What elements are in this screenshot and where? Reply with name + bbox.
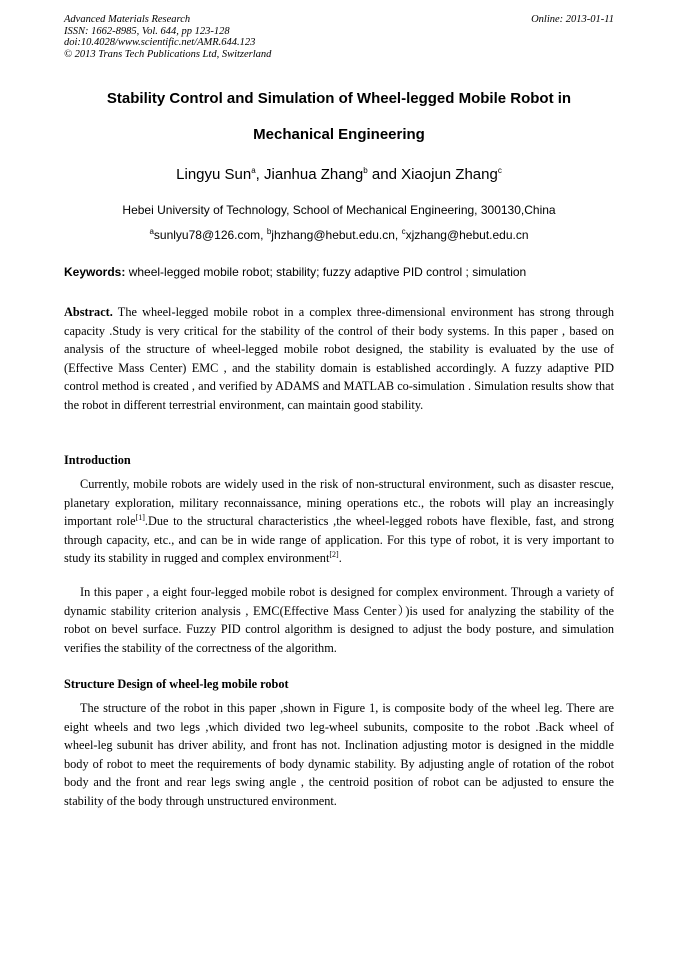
journal-name: Advanced Materials Research	[64, 14, 191, 25]
doi-line: doi:10.4028/www.scientific.net/AMR.644.123	[64, 37, 256, 48]
author-1-mark: a	[251, 166, 256, 175]
author-3: Xiaojun Zhang	[401, 166, 498, 183]
intro-p1-text-a: Currently, mobile robots are widely used in the risk of non-structural environment, such as disaster rescue, planetary exploration, military reconnaissance, mining operations etc., the robots will play an increasingly important role	[64, 477, 614, 529]
journal-header	[64, 14, 271, 60]
keywords	[64, 265, 624, 279]
keywords-text: wheel-legged mobile robot; stability; fuzzy adaptive PID control ; simulation	[125, 265, 527, 279]
intro-p1-text-b: .Due to the structural characteristics ,the wheel-legged robots have flexible, fast, and strong through capacity, etc., and can be in wide range of application. For this type of robot, it is very important to study its stability in rugged and complex environment	[64, 514, 614, 566]
abstract-label: Abstract.	[64, 305, 113, 319]
author-sep-1: ,	[255, 166, 265, 183]
paper-title-line-2: Mechanical Engineering	[253, 126, 425, 143]
structure-heading: Structure Design of wheel-leg mobile robot	[64, 677, 289, 691]
email-2: jhzhang@hebut.edu.cn,	[271, 228, 402, 242]
intro-p1-text-c: .	[338, 551, 342, 566]
introduction-paragraph-2: In this paper , a eight four-legged mobile robot is designed for complex environment. Through a variety of dynamic stability criterion analysis , EMC(Effective Mass Center）)is used for analyzing the stability of the robot on bevel surface. Fuzzy PID control algorithm is designed to adjust the body posture, and simulation verifies the stability of the correctness of the algorithm.	[64, 585, 614, 655]
email-1-mark: a	[149, 227, 154, 236]
author-1: Lingyu Sun	[176, 166, 252, 183]
email-3-mark: c	[401, 227, 406, 236]
affiliation: Hebei University of Technology, School of Mechanical Engineering, 300130,China	[122, 203, 556, 217]
structure-paragraph-1: The structure of the robot in this paper ,shown in Figure 1, is composite body of the wheel leg. There are eight wheels and two legs ,which divided two leg-wheel subunits, composite to the robot .Back wheel of wheel-leg subunit has driver ability, and front has not. Inclination adjusting motor is designed in the middle body of robot to meet the requirements of body dynamic stability. By adjusting angle of rotation of the robot body and the front and rear legs swing angle , the centroid position of robot can be adjusted to ensure the stability of the body through unstructured environment.	[64, 701, 614, 808]
author-2-mark: b	[363, 166, 368, 175]
introduction-paragraph-1	[64, 475, 614, 568]
author-3-mark: c	[497, 166, 502, 175]
author-emails	[40, 228, 638, 242]
online-date: Online: 2013-01-11	[531, 14, 614, 25]
keywords-label: Keywords:	[64, 265, 126, 279]
issn-line: ISSN: 1662-8985, Vol. 644, pp 123-128	[64, 25, 230, 37]
paper-title-line-1: Stability Control and Simulation of Wheel-legged Mobile Robot in	[106, 90, 572, 107]
citation-2: [2]	[329, 550, 339, 560]
email-3: xjzhang@hebut.edu.cn	[405, 228, 529, 242]
email-2-mark: b	[266, 227, 272, 236]
author-sep-2: and	[367, 166, 402, 183]
authors	[40, 166, 638, 183]
author-2: Jianhua Zhang	[264, 166, 364, 183]
citation-1: [1]	[135, 513, 145, 523]
introduction-heading: Introduction	[64, 453, 131, 467]
copyright-line: © 2013 Trans Tech Publications Ltd, Switzerland	[64, 48, 272, 60]
email-1: sunlyu78@126.com,	[153, 228, 267, 242]
abstract-text: The wheel-legged mobile robot in a complex three-dimensional environment has strong through capacity .Study is very critical for the stability of the control of their body systems. In this paper , based on analysis of the structure of wheel-legged mobile robot designed, the stability is evaluated by the use of (Effective Mass Center) EMC , and the stability domain is established accordingly. A fuzzy adaptive PID control method is created , and verified by ADAMS and MATLAB co-simulation . Simulation results show that the robot in different terrestrial environment, can maintain good stability.	[64, 305, 614, 412]
abstract	[64, 303, 614, 415]
